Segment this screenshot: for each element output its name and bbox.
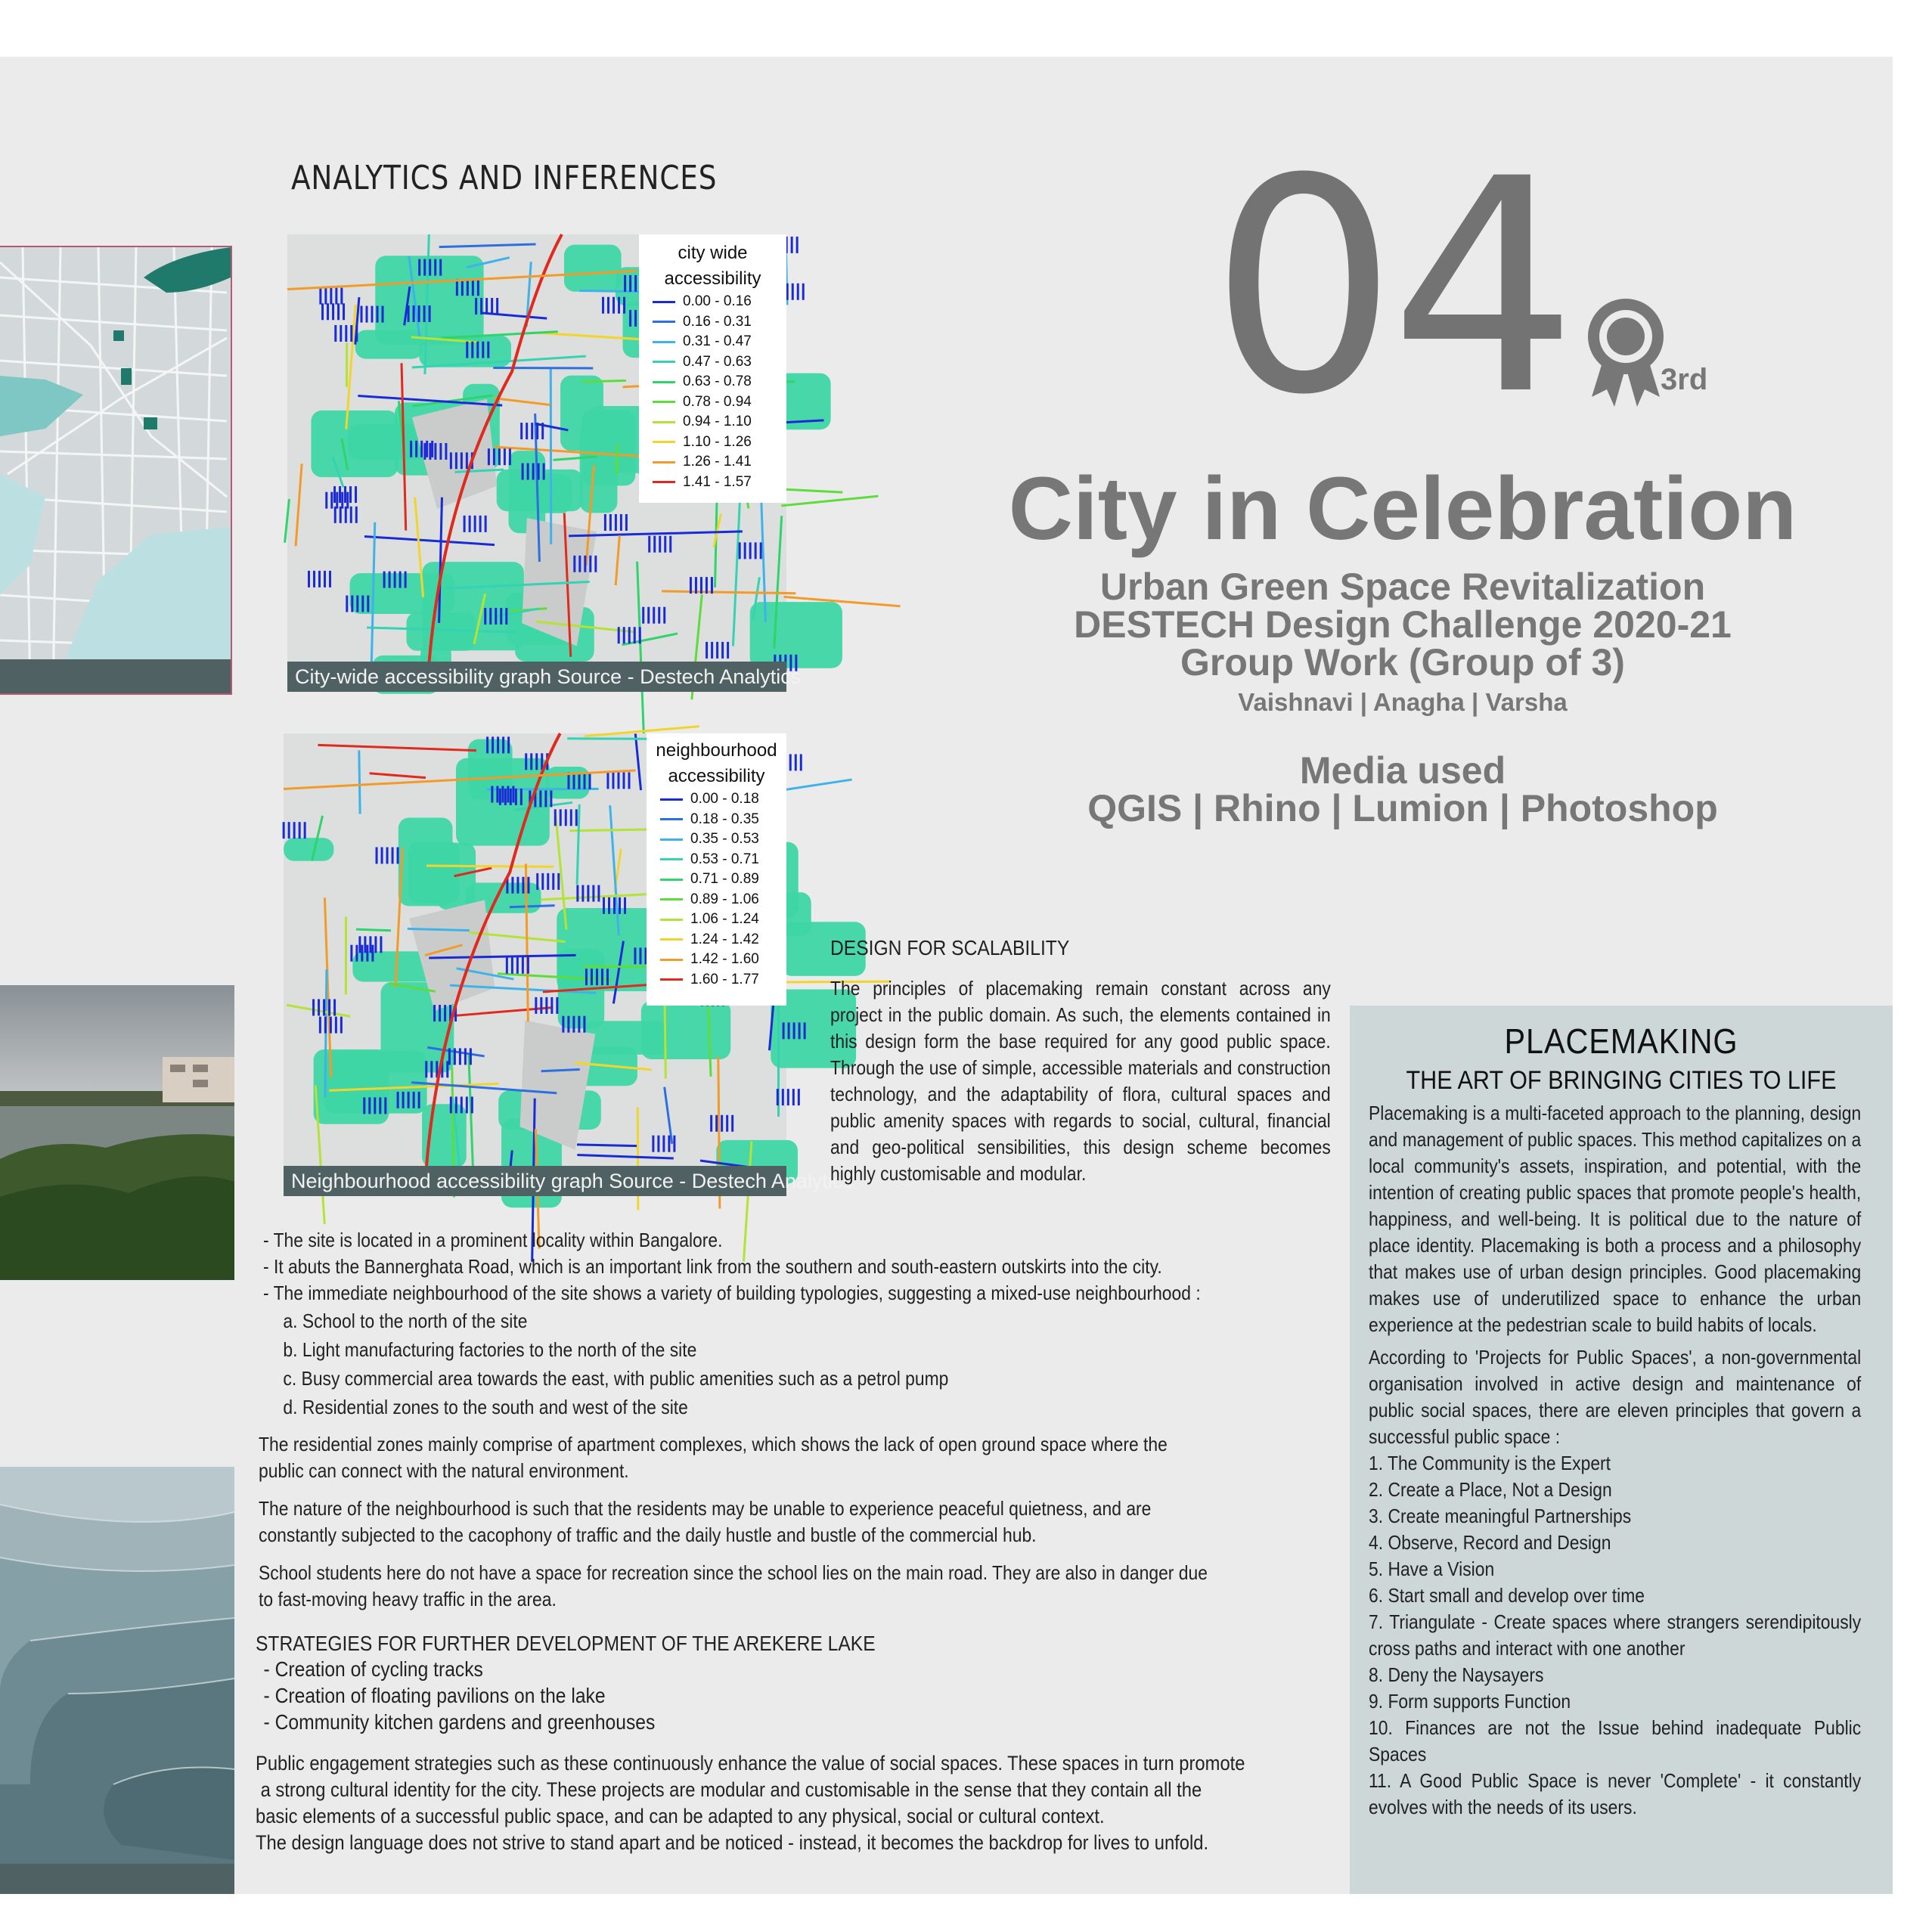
neighbourhood-legend-label: 0.71 - 0.89 [690,871,759,888]
principle-item: 5. Have a Vision [1369,1558,1495,1580]
media-list: QGIS | Rhino | Lumion | Photoshop [1087,787,1718,829]
subtitle-challenge: DESTECH Design Challenge 2020-21 [1074,603,1732,646]
media-label: Media used [1299,749,1506,792]
city-legend-entry [639,392,786,413]
neighbourhood-accessibility-map [284,733,853,1196]
city-legend-swatch [653,341,675,343]
neighbourhood-legend-entry [647,970,786,990]
site-map-image [0,246,232,695]
strategy-item: - Creation of floating pavilions on the lake [263,1684,606,1707]
city-legend-entry [639,412,786,432]
neighbourhood-legend-entry [647,869,786,890]
lake-photo [0,985,234,1280]
city-legend-label: 0.16 - 0.31 [683,313,752,330]
site-bullet: - The site is located in a prominent locality within Bangalore. [263,1229,723,1251]
city-legend-swatch [653,461,675,463]
city-legend-swatch [653,481,675,483]
neighbourhood-legend-label: 1.24 - 1.42 [690,931,759,947]
contour-illustration [0,1467,234,1894]
principle-item: 3. Create meaningful Partnerships [1369,1505,1632,1527]
principle-item: 7. Triangulate - Create spaces where strangers serendipitously cross paths and interact with one another [1369,1610,1862,1660]
project-number: 04 [1210,116,1571,459]
principle-item: 2. Create a Place, Not a Design [1369,1478,1612,1501]
city-legend-label: 0.78 - 0.94 [683,393,752,410]
city-legend-entry [639,352,786,373]
placemaking-subtitle: THE ART OF BRINGING CITIES TO LIFE [1406,1066,1837,1095]
poster-sheet [0,57,1893,1894]
project-title: City in Celebration [1008,459,1797,559]
city-legend-label: 1.10 - 1.26 [683,433,752,450]
subtitle-theme: Urban Green Space Revitalization [1099,566,1706,608]
award-ribbon-icon [1584,295,1667,412]
neighbourhood-legend-entry [647,890,786,910]
city-legend [639,234,786,503]
site-paragraph-3: School students here do not have a space for recreation since the school lies on the main road. They are also in danger due to fast-moving heavy traffic in the area. [259,1561,1208,1610]
strategy-item: - Creation of cycling tracks [263,1657,483,1681]
site-map-illustration [0,247,231,693]
placemaking-paragraph-1: Placemaking is a multi-faceted approach to the planning, design and management of public spaces. This method capitalizes on a local community's assets, inspiration, and potential, with the intention of creating public spaces that promote people's health, happiness, and well-being. It is political due to the nature of place identity. Placemaking is both a process and a philosophy that makes use of urban design principles. Good placemaking makes use of underutilized space to enhance the urban experience at the pedestrian scale to build habits of locals. [1369,1102,1862,1336]
neighbourhood-legend-title-line1: neighbourhood [656,740,777,761]
site-subitem: a. School to the north of the site [283,1310,528,1332]
section-title: ANALYTICS AND INFERENCES [291,159,718,197]
neighbourhood-legend-swatch [660,879,683,881]
neighbourhood-legend-swatch [660,818,683,820]
principle-item: 8. Deny the Naysayers [1369,1663,1544,1686]
principle-item: 1. The Community is the Expert [1369,1452,1611,1474]
city-legend-entry [639,372,786,392]
city-legend-swatch [653,301,675,303]
closing-line: basic elements of a successful public space, and can be adapted to any physical, social or cultural context. [256,1805,1105,1827]
neighbourhood-legend [647,733,786,1006]
site-paragraph-2: The nature of the neighbourhood is such that the residents may be unable to experience peaceful quietness, and are constantly subjected to the cacophony of traffic and the daily hustle and bustle of the commercial hub. [259,1497,1152,1546]
city-legend-label: 0.47 - 0.63 [683,353,752,370]
city-legend-list [639,292,786,492]
subtitle-group: Group Work (Group of 3) [1180,641,1625,683]
site-bullet: - It abuts the Bannerghata Road, which is an important link from the southern and south-eastern outskirts into the city. [263,1255,1162,1278]
site-subitem: d. Residential zones to the south and west of the site [283,1396,688,1418]
neighbourhood-legend-swatch [660,978,683,981]
principle-item: 11. A Good Public Space is never 'Complete' - it constantly evolves with the needs of its users. [1369,1769,1862,1818]
neighbourhood-legend-label: 0.89 - 1.06 [690,891,759,907]
city-legend-label: 0.94 - 1.10 [683,414,752,430]
city-legend-label: 0.63 - 0.78 [683,374,752,390]
principle-item: 6. Start small and develop over time [1369,1584,1645,1607]
principle-item: 4. Observe, Record and Design [1369,1531,1611,1554]
site-subitem: b. Light manufacturing factories to the north of the site [283,1338,697,1361]
neighbourhood-legend-entry [647,810,786,830]
placemaking-paragraph-2: According to 'Projects for Public Spaces', a non-governmental organisation involved in active design and maintenance of public social spaces, there are eleven principles that govern a successful public space : [1369,1346,1862,1448]
neighbourhood-legend-entry [647,850,786,870]
closing-paragraph [256,1750,1261,1856]
neighbourhood-legend-label: 1.60 - 1.77 [690,971,759,987]
closing-line: Public engagement strategies such as these continuously enhance the value of social spaces. These spaces in turn promote [256,1752,1245,1775]
city-legend-swatch [653,441,675,443]
neighbourhood-legend-swatch [660,858,683,860]
neighbourhood-legend-swatch [660,838,683,841]
neighbourhood-map-caption: Neighbourhood accessibility graph Source - Destech Analytics [284,1166,786,1196]
scalability-body: The principles of placemaking remain constant across any project in the public domain. As such, the elements contained in this design form the base required for any good public space. Through the use of simple, accessible materials and construction technology, and the adaptability of flora, cultural spaces and public amenity spaces with regards to social, cultural, financial and geo-political sensibilities, this design scheme becomes highly customisable and modular. [830,977,1331,1185]
neighbourhood-legend-label: 1.42 - 1.60 [690,951,759,968]
closing-line: The design language does not strive to stand apart and be noticed - instead, it becomes the backdrop for lives to unfold. [256,1831,1209,1854]
neighbourhood-legend-label: 1.06 - 1.24 [690,911,759,928]
principle-item: 9. Form supports Function [1369,1690,1571,1713]
city-legend-entry [639,332,786,352]
placemaking-title: PLACEMAKING [1504,1021,1738,1061]
neighbourhood-legend-entry [647,789,786,810]
contour-map-image [0,1467,234,1894]
city-legend-swatch [653,321,675,323]
city-legend-swatch [653,421,675,423]
team-members: Vaishnavi | Anagha | Varsha [1238,688,1568,716]
city-legend-entry [639,452,786,473]
city-legend-entry [639,432,786,453]
city-legend-label: 0.31 - 0.47 [683,333,752,350]
city-legend-entry [639,473,786,493]
neighbourhood-legend-label: 0.53 - 0.71 [690,851,759,867]
city-legend-title-line2: accessibility [664,268,761,289]
strategies-section [256,1632,1207,1735]
city-legend-label: 0.00 - 0.16 [683,293,752,310]
city-legend-entry [639,292,786,312]
neighbourhood-legend-entry [647,910,786,930]
scalability-heading: DESIGN FOR SCALABILITY [830,936,1070,959]
neighbourhood-legend-title-line2: accessibility [668,766,765,786]
city-legend-swatch [653,361,675,363]
site-description [263,1227,1254,1421]
neighbourhood-legend-entry [647,829,786,850]
city-legend-label: 1.41 - 1.57 [683,473,752,490]
site-bullet: - The immediate neighbourhood of the site shows a variety of building typologies, suggesting a mixed-use neighbourhood : [263,1282,1201,1304]
neighbourhood-legend-label: 0.35 - 0.53 [690,831,759,848]
city-legend-label: 1.26 - 1.41 [683,454,752,470]
city-legend-entry [639,312,786,333]
city-legend-title-line1: city wide [678,243,748,263]
neighbourhood-legend-swatch [660,898,683,900]
neighbourhood-legend-swatch [660,938,683,941]
neighbourhood-legend-entry [647,950,786,970]
city-legend-swatch [653,381,675,383]
city-legend-swatch [653,401,675,403]
placemaking-box [1350,1006,1893,1894]
principle-item: 10. Finances are not the Issue behind inadequate Public Spaces [1369,1716,1862,1765]
placemaking-body [1369,1100,1861,1821]
site-paragraph-1: The residential zones mainly comprise of apartment complexes, which shows the lack of open ground space where the public can connect with the natural environment. [259,1433,1168,1482]
neighbourhood-legend-label: 0.18 - 0.35 [690,811,759,827]
neighbourhood-legend-list [647,789,786,990]
neighbourhood-legend-entry [647,930,786,950]
rank-label: 3rd [1661,363,1708,396]
neighbourhood-legend-swatch [660,919,683,921]
city-map-caption: City-wide accessibility graph Source - Destech Analytics [287,662,786,692]
neighbourhood-legend-label: 0.00 - 0.18 [690,791,759,807]
closing-line: a strong cultural identity for the city. These projects are modular and customisable in the sense that they contain all the [256,1778,1202,1801]
city-accessibility-map [287,234,802,692]
strategies-heading: STRATEGIES FOR FURTHER DEVELOPMENT OF THE AREKERE LAKE [256,1632,876,1655]
lake-photo-illustration [0,985,234,1280]
neighbourhood-legend-swatch [660,798,683,801]
strategy-item: - Community kitchen gardens and greenhouses [263,1710,656,1734]
neighbourhood-legend-swatch [660,959,683,961]
site-subitem: c. Busy commercial area towards the east, with public amenities such as a petrol pump [283,1367,949,1390]
